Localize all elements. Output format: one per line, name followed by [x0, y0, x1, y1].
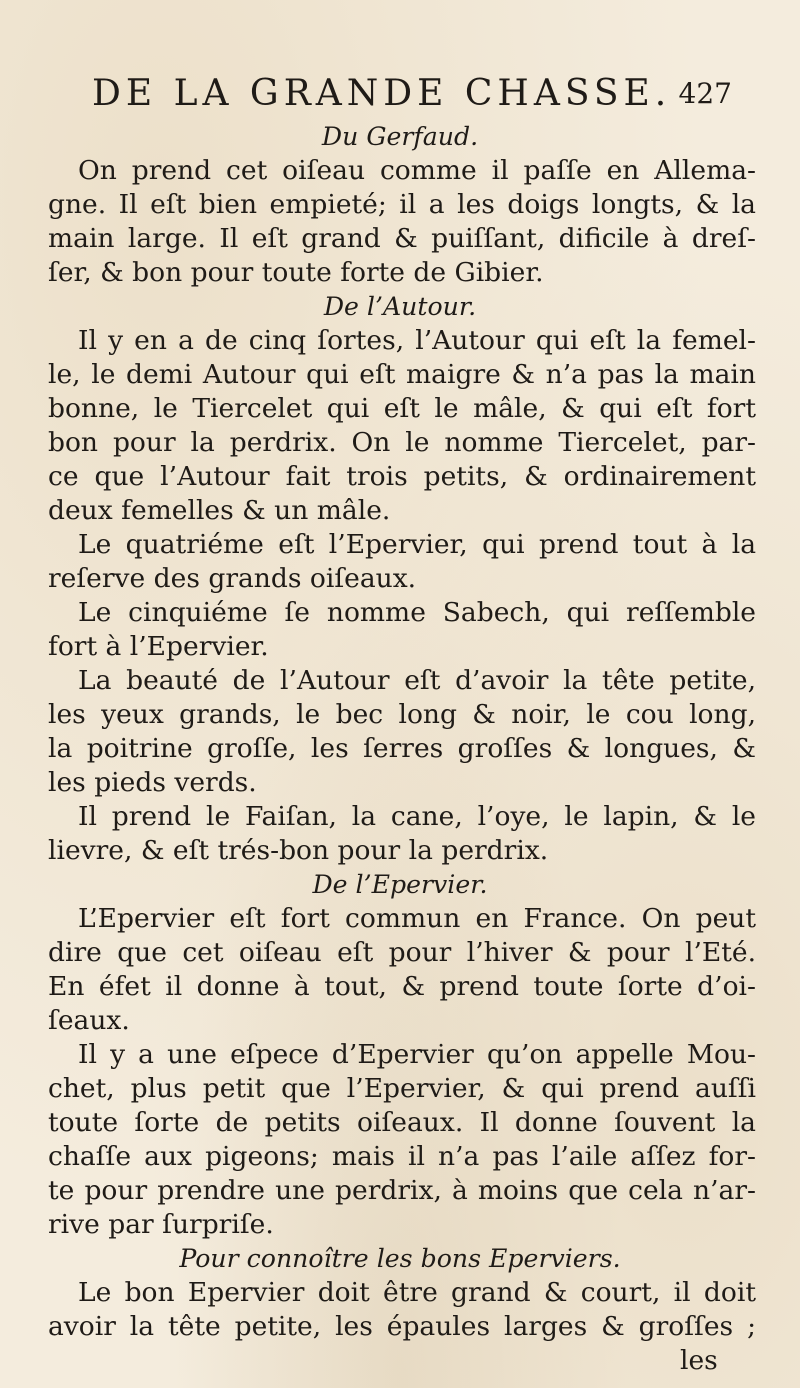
running-head [92, 72, 732, 116]
text-line: toute ſorte de petits oiſeaux. Il donne ſouvent la [48, 1107, 756, 1138]
text-line: reſerve des grands oiſeaux. [48, 563, 417, 594]
text-line: Le bon Epervier doit être grand & court, il doit [78, 1277, 756, 1308]
running-title: DE LA GRANDE CHASSE. [92, 73, 672, 114]
section-heading-epervier: De l’Epervier. [312, 870, 488, 899]
text-line: te pour prendre une perdrix, à moins que cela n’ar- [48, 1175, 756, 1206]
section-heading-gerfaud: Du Gerfaud. [321, 122, 479, 151]
text-line: lievre, & eſt trés-bon pour la perdrix. [48, 835, 549, 866]
text-line: le, le demi Autour qui eſt maigre & n’a pas la main [48, 359, 756, 390]
text-line: bonne, le Tiercelet qui eſt le mâle, & qui eſt fort [48, 393, 756, 424]
text-line: ce que l’Autour fait trois petits, & ordinairement [48, 461, 756, 492]
section-heading-bons-eperviers: Pour connoître les bons Eperviers. [179, 1244, 621, 1273]
text-line: bon pour la perdrix. On le nomme Tiercelet, par- [48, 427, 756, 458]
text-line: gne. Il eſt bien empieté; il a les doigs longts, & la [48, 189, 756, 220]
text-line: Il y en a de cinq ſortes, l’Autour qui eſt la femel- [78, 325, 756, 356]
text-line: ſer, & bon pour toute forte de Gibier. [48, 257, 544, 288]
text-line: ſeaux. [48, 1005, 130, 1036]
text-line: la poitrine groſſe, les ſerres groſſes & longues, & [48, 733, 756, 764]
text-line: L’Epervier eſt fort commun en France. On peut [78, 903, 756, 934]
text-line: En éfet il donne à tout, & prend toute ſorte d’oi- [48, 971, 756, 1002]
catchword: les [680, 1345, 718, 1376]
section-heading-autour: De l’Autour. [323, 292, 477, 321]
text-line: La beauté de l’Autour eſt d’avoir la tête petite, [78, 665, 756, 696]
text-line: Il prend le Faiſan, la cane, l’oye, le lapin, & le [78, 801, 756, 832]
text-line: Il y a une eſpece d’Epervier qu’on appelle Mou- [78, 1039, 756, 1070]
text-line: main large. Il eſt grand & puiſſant, dificile à dreſ- [48, 223, 756, 254]
text-line: avoir la tête petite, les épaules larges & groſſes ; [48, 1311, 756, 1342]
text-line: Le cinquiéme ſe nomme Sabech, qui reſſemble [78, 597, 756, 628]
text-line: les yeux grands, le bec long & noir, le cou long, [48, 699, 756, 730]
page-number: 427 [678, 77, 732, 110]
text-line: deux femelles & un mâle. [48, 495, 391, 526]
text-line: rive par ſurpriſe. [48, 1209, 274, 1240]
text-line: chaſſe aux pigeons; mais il n’a pas l’aile aſſez for- [48, 1141, 756, 1172]
text-line: On prend cet oiſeau comme il paſſe en Allema- [78, 155, 756, 186]
text-line: dire que cet oiſeau eſt pour l’hiver & pour l’Eté. [48, 937, 756, 968]
text-line: les pieds verds. [48, 767, 257, 798]
text-line: fort à l’Epervier. [48, 631, 269, 662]
text-line: Le quatriéme eſt l’Epervier, qui prend tout à la [78, 529, 756, 560]
text-line: chet, plus petit que l’Epervier, & qui prend auſſi [48, 1073, 756, 1104]
